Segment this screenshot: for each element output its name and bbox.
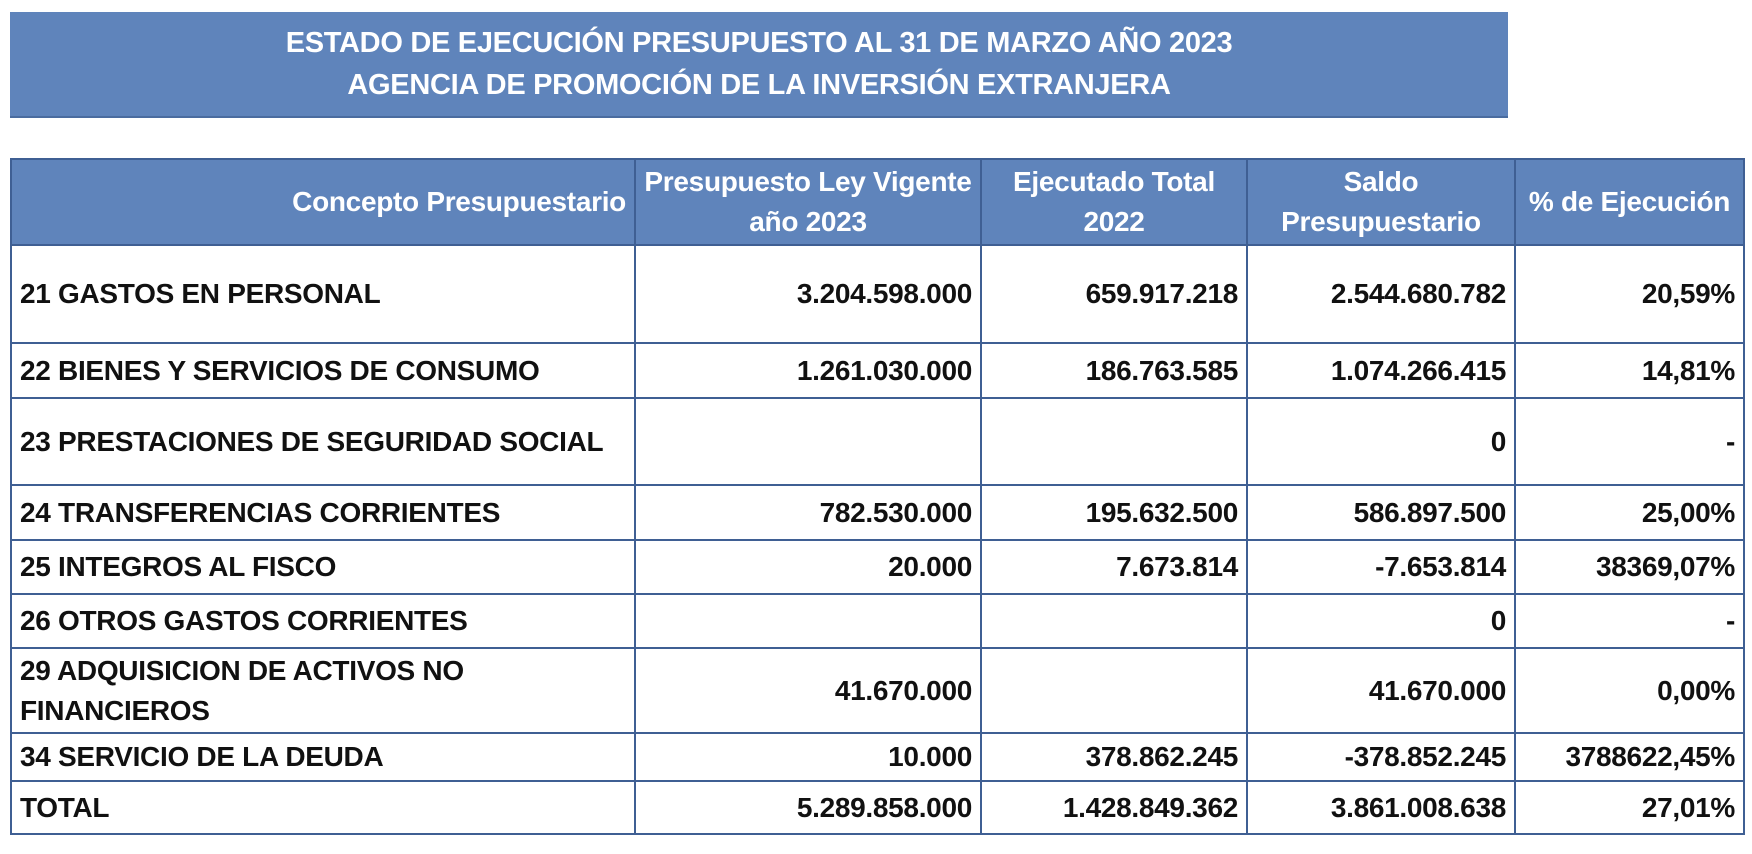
cell-ejecutado: 7.673.814 bbox=[981, 540, 1247, 594]
cell-concepto: 24 TRANSFERENCIAS CORRIENTES bbox=[11, 485, 635, 540]
header-presupuesto: Presupuesto Ley Vigente año 2023 bbox=[635, 159, 981, 245]
cell-saldo: 3.861.008.638 bbox=[1247, 781, 1515, 834]
table-row bbox=[11, 398, 1744, 485]
cell-concepto: 29 ADQUISICION DE ACTIVOS NO FINANCIEROS bbox=[11, 648, 635, 733]
cell-saldo: -378.852.245 bbox=[1247, 733, 1515, 781]
table-row bbox=[11, 733, 1744, 781]
cell-ejecutado: 378.862.245 bbox=[981, 733, 1247, 781]
cell-porcentaje: - bbox=[1515, 594, 1744, 648]
cell-ejecutado: 195.632.500 bbox=[981, 485, 1247, 540]
cell-saldo: 0 bbox=[1247, 594, 1515, 648]
table-row bbox=[11, 594, 1744, 648]
cell-porcentaje: 3788622,45% bbox=[1515, 733, 1744, 781]
cell-ejecutado: 186.763.585 bbox=[981, 343, 1247, 398]
cell-presupuesto: 782.530.000 bbox=[635, 485, 981, 540]
cell-porcentaje: 0,00% bbox=[1515, 648, 1744, 733]
cell-ejecutado bbox=[981, 648, 1247, 733]
cell-porcentaje: 14,81% bbox=[1515, 343, 1744, 398]
header-ejecutado: Ejecutado Total 2022 bbox=[981, 159, 1247, 245]
report-title-line2: AGENCIA DE PROMOCIÓN DE LA INVERSIÓN EXTRANJERA bbox=[347, 69, 1171, 101]
header-saldo: Saldo Presupuestario bbox=[1247, 159, 1515, 245]
cell-concepto: 21 GASTOS EN PERSONAL bbox=[11, 245, 635, 343]
cell-porcentaje: 20,59% bbox=[1515, 245, 1744, 343]
table-header-row bbox=[11, 159, 1744, 245]
cell-ejecutado: 1.428.849.362 bbox=[981, 781, 1247, 834]
cell-ejecutado: 659.917.218 bbox=[981, 245, 1247, 343]
cell-ejecutado bbox=[981, 594, 1247, 648]
cell-concepto: 23 PRESTACIONES DE SEGURIDAD SOCIAL bbox=[11, 398, 635, 485]
cell-saldo: 2.544.680.782 bbox=[1247, 245, 1515, 343]
cell-presupuesto: 10.000 bbox=[635, 733, 981, 781]
table-row-total bbox=[11, 781, 1744, 834]
cell-presupuesto bbox=[635, 398, 981, 485]
header-concepto: Concepto Presupuestario bbox=[11, 159, 635, 245]
cell-concepto: 25 INTEGROS AL FISCO bbox=[11, 540, 635, 594]
cell-presupuesto: 1.261.030.000 bbox=[635, 343, 981, 398]
table-row bbox=[11, 540, 1744, 594]
cell-porcentaje: - bbox=[1515, 398, 1744, 485]
cell-presupuesto bbox=[635, 594, 981, 648]
cell-porcentaje: 27,01% bbox=[1515, 781, 1744, 834]
table-row bbox=[11, 485, 1744, 540]
cell-presupuesto: 5.289.858.000 bbox=[635, 781, 981, 834]
budget-execution-table bbox=[10, 158, 1745, 835]
cell-concepto: 34 SERVICIO DE LA DEUDA bbox=[11, 733, 635, 781]
table-row bbox=[11, 648, 1744, 733]
cell-presupuesto: 41.670.000 bbox=[635, 648, 981, 733]
table-row bbox=[11, 343, 1744, 398]
cell-saldo: 586.897.500 bbox=[1247, 485, 1515, 540]
table-row bbox=[11, 245, 1744, 343]
cell-concepto: 26 OTROS GASTOS CORRIENTES bbox=[11, 594, 635, 648]
cell-concepto: 22 BIENES Y SERVICIOS DE CONSUMO bbox=[11, 343, 635, 398]
report-title-banner bbox=[10, 12, 1508, 118]
header-porcentaje: % de Ejecución bbox=[1515, 159, 1744, 245]
cell-saldo: 1.074.266.415 bbox=[1247, 343, 1515, 398]
cell-presupuesto: 3.204.598.000 bbox=[635, 245, 981, 343]
report-title-line1: ESTADO DE EJECUCIÓN PRESUPUESTO AL 31 DE MARZO AÑO 2023 bbox=[285, 27, 1233, 59]
cell-saldo: 0 bbox=[1247, 398, 1515, 485]
cell-porcentaje: 25,00% bbox=[1515, 485, 1744, 540]
cell-presupuesto: 20.000 bbox=[635, 540, 981, 594]
cell-concepto: TOTAL bbox=[11, 781, 635, 834]
cell-porcentaje: 38369,07% bbox=[1515, 540, 1744, 594]
cell-saldo: -7.653.814 bbox=[1247, 540, 1515, 594]
cell-saldo: 41.670.000 bbox=[1247, 648, 1515, 733]
cell-ejecutado bbox=[981, 398, 1247, 485]
